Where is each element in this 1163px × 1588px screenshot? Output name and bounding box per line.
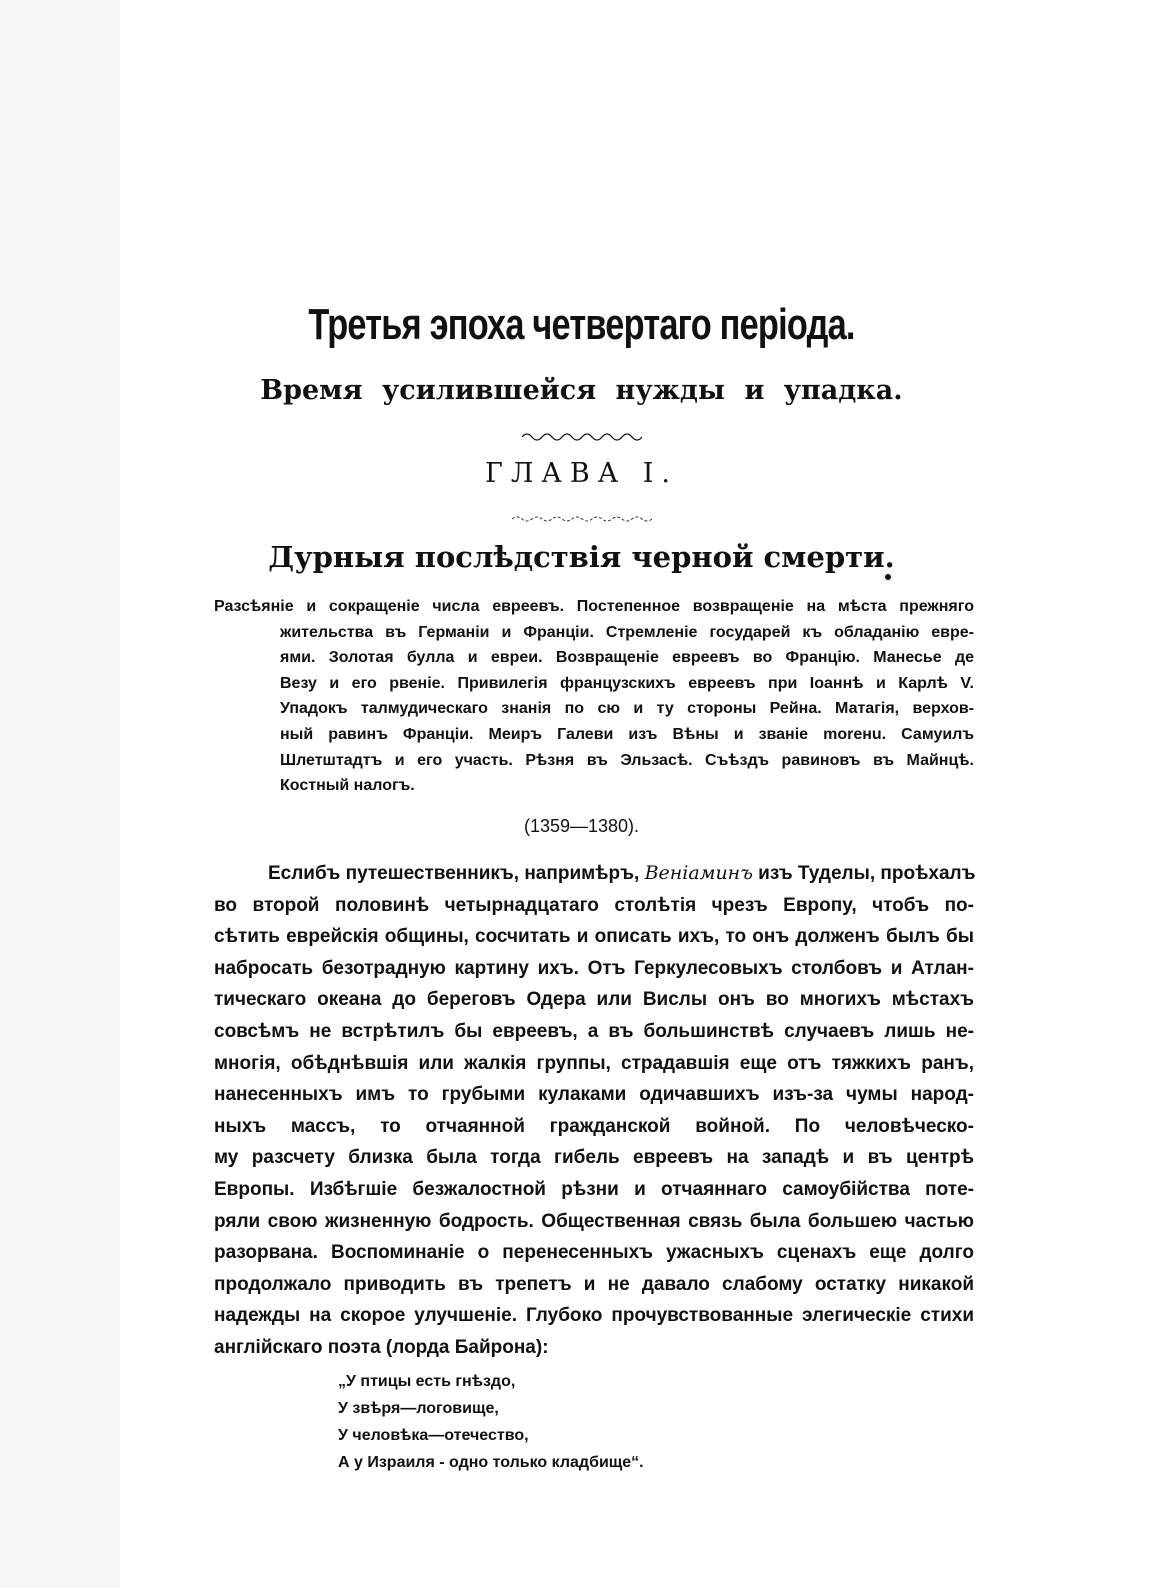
body-line: Европы. Избѣгшіе безжалостной рѣзни и отчаяннаго самоубійства поте- — [214, 1178, 974, 1200]
body-line: нанесенныхъ имъ то грубыми кулаками одичавшихъ изъ-за чумы народ- — [214, 1084, 974, 1106]
epoch-title: Третья эпоха четвертаго періода. — [308, 300, 855, 349]
ornament-divider-bottom — [0, 510, 1163, 529]
poem-line: У звѣря—логовище, — [338, 1400, 499, 1417]
ornament-divider-top — [0, 428, 1163, 447]
body-line: набросать безотрадную картину ихъ. Отъ Геркулесовыхъ столбовъ и Атлан- — [214, 957, 974, 979]
chapter-summary — [214, 594, 974, 799]
summary-line: жительства въ Германіи и Франціи. Стремленіе государей къ обладанію евре- — [280, 623, 974, 641]
body-text-span: Еслибъ путешественникъ, напримѣръ, — [268, 863, 640, 884]
body-line: му разсчету близка была тогда гибель евреевъ на западѣ и въ центрѣ — [214, 1147, 974, 1169]
body-line: англійскаго поэта (лорда Байрона): — [214, 1336, 549, 1358]
body-line: разорвана. Воспоминаніе о перенесенныхъ ужасныхъ сценахъ еще долго — [214, 1242, 974, 1264]
body-line: совсѣмъ не встрѣтилъ бы евреевъ, а въ большинствѣ случаевъ лишь не- — [214, 1020, 974, 1042]
poem-line: А у Израиля - одно только кладбище“. — [338, 1454, 644, 1471]
poem-line: „У птицы есть гнѣздо, — [338, 1373, 516, 1390]
body-paragraph — [214, 858, 974, 1364]
poem-line: У человѣка—отечество, — [338, 1427, 529, 1444]
summary-line: Шлетштадтъ и его участь. Рѣзня въ Эльзасѣ. Съѣздъ равиновъ въ Майнцѣ. — [280, 751, 974, 769]
body-line: ныхъ массъ, то отчаянной гражданской войной. По человѣческо- — [214, 1115, 974, 1137]
body-line: ряли свою жизненную бодрость. Общественная связь была большею частью — [214, 1210, 974, 1232]
chapter-heading: Дурныя послѣдствія черной смерти. — [268, 540, 895, 574]
name-italic: Веніаминъ — [644, 862, 753, 884]
body-line: многія, обѣднѣвшія или жалкія группы, страдавшія еще отъ тяжкихъ ранъ, — [214, 1052, 974, 1074]
body-line: надежды на скорое улучшеніе. Глубоко прочувствованные элегическіе стихи — [214, 1305, 974, 1327]
summary-line: Костный налогъ. — [280, 777, 415, 795]
body-line: сѣтить еврейскія общины, сосчитать и описать ихъ, то онъ долженъ былъ бы — [214, 926, 974, 948]
chapter-number: ГЛАВА I. — [485, 458, 678, 489]
summary-line: ный равинъ Франціи. Меиръ Галеви изъ Вѣны и званіе moreнu. Самуилъ — [280, 725, 974, 743]
summary-line: Упадокъ талмудическаго знанія по сю и ту стороны Рейна. Матагія, верхов- — [280, 700, 974, 718]
summary-line: Разсѣяніе и сокращеніе числа евреевъ. Постепенное возвращеніе на мѣста прежняго — [214, 598, 974, 615]
body-line: во второй половинѣ четырнадцатаго столѣтія чрезъ Европу, чтобъ по- — [214, 894, 974, 916]
poem-quote — [338, 1368, 838, 1476]
body-text-span: изъ Туделы, проѣхалъ — [758, 863, 976, 884]
summary-line: Везу и его рвеніе. Привилегія французскихъ евреевъ при Іоаннѣ и Карлѣ V. — [280, 674, 974, 692]
body-line-first — [214, 858, 974, 890]
epoch-subtitle: Время усилившейся нужды и упадка. — [260, 375, 903, 406]
summary-line: ями. Золотая булла и евреи. Возвращеніе евреевъ во Францію. Манесье де — [280, 649, 974, 667]
body-line: тическаго океана до береговъ Одера или Вислы онъ во многихъ мѣстахъ — [214, 989, 974, 1011]
chapter-years: (1359—1380). — [523, 816, 640, 836]
ink-dot — [885, 574, 891, 580]
body-line: продолжало приводить въ трепетъ и не давало слабому остатку никакой — [214, 1273, 974, 1295]
